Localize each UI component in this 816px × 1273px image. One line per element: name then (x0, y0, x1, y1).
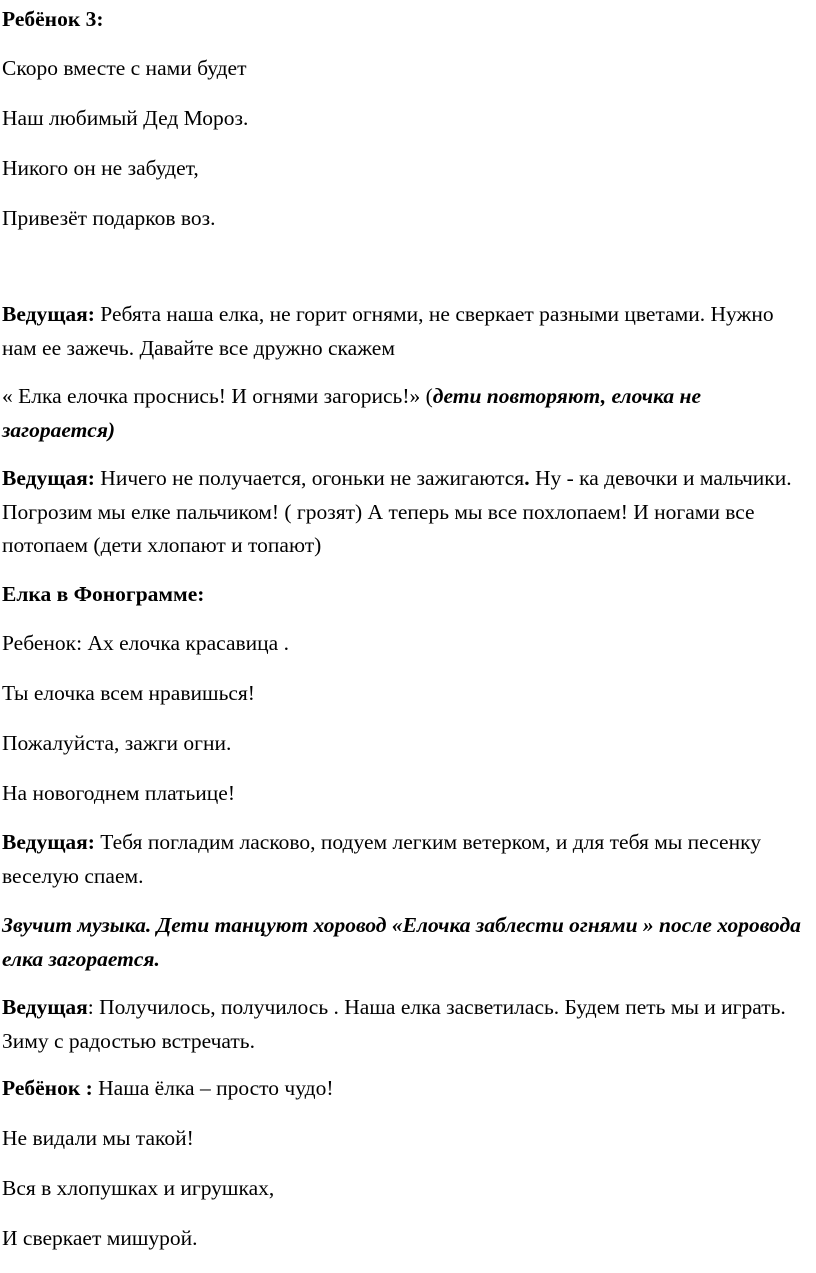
verse-line: И сверкает мишурой. (2, 1226, 198, 1250)
verse-line: Привезёт подарков воз. (2, 206, 216, 230)
speaker-heading: Ребёнок 3: (2, 7, 104, 31)
verse-line: Наш любимый Дед Мороз. (2, 106, 249, 130)
verse-line: Ты елочка всем нравишься! (2, 681, 255, 705)
speaker-label: Ребёнок : (2, 1076, 93, 1100)
verse-line: Ребенок: Ах елочка красавица . (2, 631, 289, 655)
speaker-label: Ведущая: (2, 830, 95, 854)
verse-line: Скоро вместе с нами будет (2, 56, 247, 80)
host-paragraph: Ведущая: Тебя погладим ласково, подуем легким ветерком, и для тебя мы песенку веселую спаем. (2, 830, 761, 888)
host-paragraph: Ведущая: Ничего не получается, огоньки не зажигаются. Ну - ка девочки и мальчики. Погрозим мы елке пальчиком! ( грозят) А теперь мы все похлопаем! И ногами все потопаем (дети хлопают и топают) (2, 466, 792, 557)
host-paragraph: Ведущая: Получилось, получилось . Наша елка засветилась. Будем петь мы и играть. Зиму с радостью встречать. (2, 995, 786, 1053)
stage-direction: Звучит музыка. Дети танцуют хоровод «Елочка заблести огнями » после хоровода елка загорается. (2, 913, 801, 971)
stage-direction: дети повторяют, елочка не загорается) (2, 384, 702, 442)
speaker-label: Ведущая: (2, 302, 95, 326)
verse-line: Пожалуйста, зажги огни. (2, 731, 232, 755)
verse-line: На новогоднем платьице! (2, 781, 235, 805)
speaker-label: Ведущая: (2, 466, 95, 490)
chant-paragraph: « Елка елочка проснись! И огнями загорись!» (дети повторяют, елочка не загорается) (2, 384, 702, 442)
speaker-label: Ведущая (2, 995, 88, 1019)
verse-line: Вся в хлопушках и игрушках, (2, 1176, 275, 1200)
verse-line: Никого он не забудет, (2, 156, 199, 180)
host-paragraph: Ведущая: Ребята наша елка, не горит огнями, не сверкает разными цветами. Нужно нам ее зажечь. Давайте все дружно скажем (2, 302, 774, 360)
verse-line: Не видали мы такой! (2, 1126, 194, 1150)
verse-line: Ребёнок : Наша ёлка – просто чудо! (2, 1076, 334, 1100)
section-heading: Елка в Фонограмме: (2, 582, 205, 606)
